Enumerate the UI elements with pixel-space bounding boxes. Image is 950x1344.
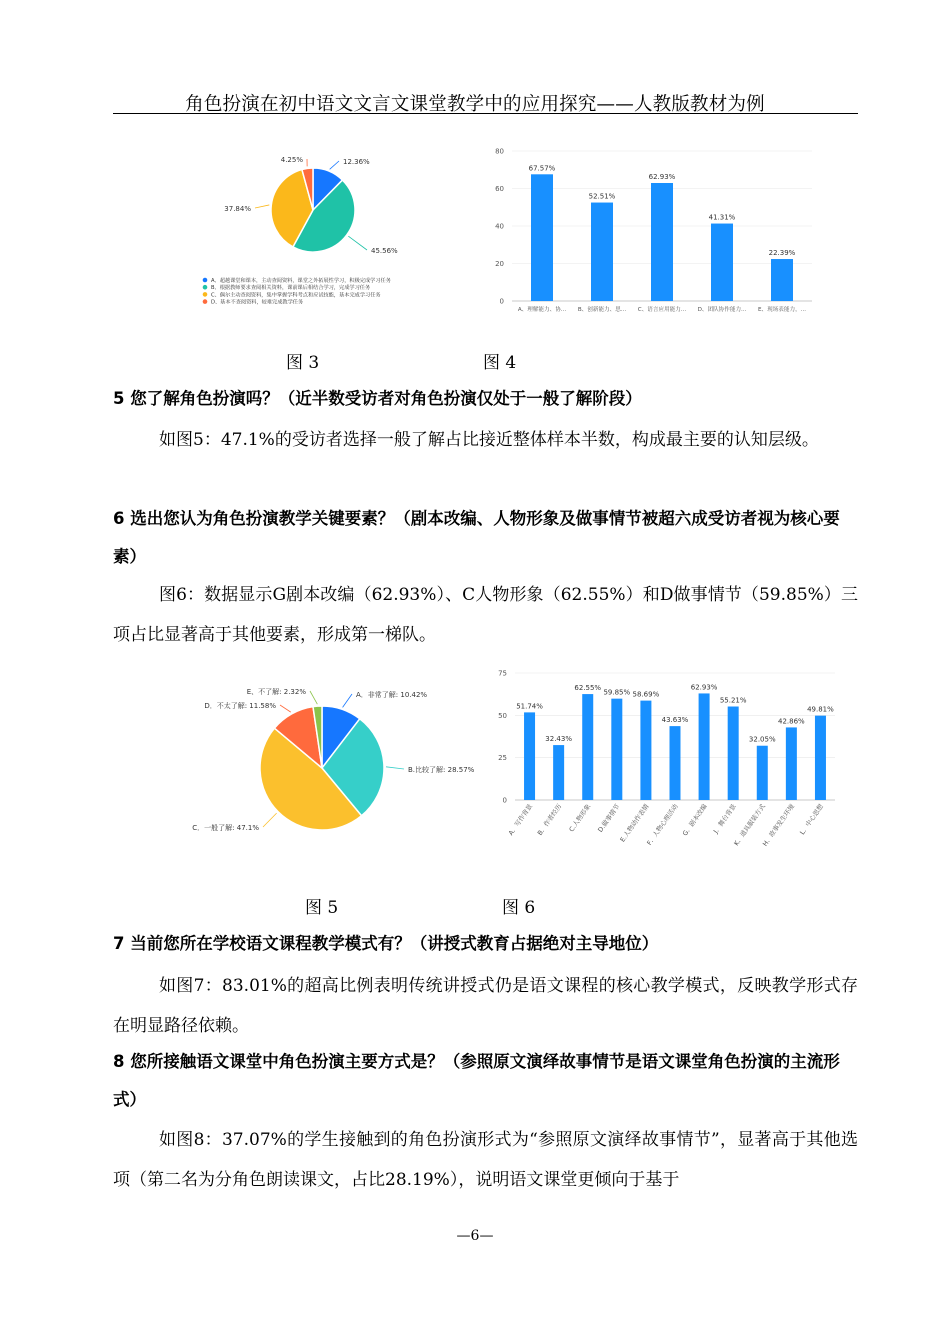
figure-6-bar-chart: [495, 665, 835, 850]
y-tick-label-0: 0: [499, 297, 504, 306]
figure-5-caption: 图 5: [305, 898, 339, 918]
bar-value-label-3: 41.31%: [708, 213, 736, 222]
bar-2: [651, 183, 673, 301]
page-number: —6—: [456, 1228, 494, 1244]
bar-3: [611, 699, 622, 800]
figure-4-caption: 图 4: [483, 353, 517, 373]
x-category-label-4: E.人物动作表情: [618, 802, 651, 844]
bar-value-label-4: 22.39%: [768, 249, 796, 258]
running-header: 角色扮演在初中语文文言文课堂教学中的应用探究——人教版教材为例: [185, 94, 765, 115]
q7-paragraph: 如图7：83.01%的超高比例表明传统讲授式仍是语文课程的核心教学模式，反映教学形式存在明显路径依赖。: [113, 976, 858, 1036]
pie-leader-2: [255, 205, 269, 208]
pie-leader-0: [330, 161, 339, 169]
bar-value-label-3: 59.85%: [603, 688, 631, 697]
figure-3-pie-chart: [195, 140, 455, 320]
legend-label-2: C、偶尔主动查阅资料，集中掌握学科考点和应试技能，基本完成学习任务: [211, 292, 381, 299]
pie-value-label-2: C．一般了解: 47.1%: [192, 824, 259, 832]
x-category-label-10: L．中心思想: [798, 802, 826, 837]
x-category-label-2: C.人物形象: [567, 802, 593, 834]
figure-5-pie-chart: [190, 680, 490, 840]
bar-value-label-5: 43.63%: [661, 716, 689, 725]
pie-leader-4: [310, 691, 317, 704]
bar-10: [815, 716, 826, 800]
q7-heading: 7 当前您所在学校语文课程教学模式有？（讲授式教育占据绝对主导地位）: [113, 934, 659, 953]
bar-value-label-0: 51.74%: [516, 702, 543, 711]
x-category-label-4: E、现场表能力，...: [757, 307, 807, 313]
bar-1: [553, 745, 564, 800]
bar-0: [524, 712, 535, 800]
x-category-label-9: H．故事发生环境: [761, 802, 797, 848]
x-category-label-3: D、团队协作能力...: [697, 307, 747, 313]
bar-9: [786, 727, 797, 800]
figure-6-caption: 图 6: [502, 898, 536, 918]
bar-3: [711, 224, 733, 301]
bar-value-label-1: 32.43%: [545, 735, 572, 744]
x-category-label-0: A．写作背景: [506, 802, 535, 837]
bar-value-label-7: 55.21%: [719, 696, 747, 705]
pie-value-label-3: 4.25%: [280, 156, 303, 164]
q8-heading: 8 您所接触语文课堂中角色扮演主要方式是？（参照原文演绎故事情节是语文课堂角色扮演的主流形式）: [113, 1052, 840, 1109]
bar-value-label-2: 62.93%: [648, 173, 676, 182]
figure-4-bar-chart: [490, 143, 820, 323]
x-category-label-1: B、创新能力、思...: [577, 307, 627, 313]
q6-paragraph: 图6：数据显示G剧本改编（62.93%）、C人物形象（62.55%）和D做事情节（59.85%）三项占比显著高于其他要素，形成第一梯队。: [113, 585, 858, 645]
fig6-axis: [498, 670, 835, 848]
bar-5: [670, 726, 681, 800]
bar-value-label-0: 67.57%: [528, 164, 556, 173]
pie-leader-1: [348, 236, 367, 250]
q8-paragraph: 如图8：37.07%的学生接触到的角色扮演形式为“参照原文演绎故事情节”，显著高于其他选项（第二名为分角色朗读课文，占比28.19%），说明语文课堂更倾向于基于: [113, 1130, 858, 1190]
pie-leader-3: [280, 705, 291, 712]
y-tick-label-3: 60: [495, 185, 504, 193]
fig3-slices: [271, 168, 355, 252]
x-category-label-8: K．道具服装方式: [732, 802, 767, 848]
q5-paragraph: 如图5：47.1%的受访者选择一般了解占比接近整体样本半数，构成最主要的认知层级。: [159, 430, 819, 450]
pie-value-label-1: 45.56%: [371, 247, 398, 255]
bar-0: [531, 174, 553, 301]
pie-value-label-0: 12.36%: [343, 158, 370, 166]
pie-leader-0: [343, 694, 352, 707]
pie-value-label-0: A．非常了解: 10.42%: [356, 691, 428, 699]
fig5-slices: [260, 706, 384, 830]
y-tick-label-2: 40: [495, 222, 504, 231]
bar-value-label-2: 62.55%: [574, 684, 602, 693]
pie-leader-2: [263, 813, 277, 827]
legend-label-0: A、超越课堂和课本，主动查阅资料，课堂之外拓展性学习，积极完成学习任务: [211, 278, 391, 284]
pie-value-label-1: B.比较了解: 28.57%: [408, 766, 475, 774]
x-category-label-1: B．作者经历: [535, 802, 564, 837]
bar-6: [699, 693, 710, 800]
x-category-label-5: F．人物心理活动: [645, 802, 680, 847]
header-rule: [113, 113, 858, 114]
fig3-legend: [203, 276, 392, 306]
y-tick-label-4: 80: [495, 147, 504, 156]
bar-4: [771, 259, 793, 301]
x-category-label-7: J．舞台背景: [711, 802, 738, 835]
pie-leader-1: [386, 767, 404, 769]
x-category-label-0: A、理解能力、协...: [517, 307, 567, 313]
y-tick-label-1: 20: [495, 260, 504, 268]
bar-value-label-6: 62.93%: [690, 683, 718, 692]
bar-4: [640, 701, 651, 800]
legend-label-3: D、基本不查阅资料，较难完成教学任务: [211, 299, 304, 306]
pie-value-label-2: 37.84%: [224, 205, 251, 213]
q5-heading: 5 您了解角色扮演吗？（近半数受访者对角色扮演仅处于一般了解阶段）: [113, 389, 642, 408]
bar-value-label-9: 42.86%: [778, 717, 805, 726]
legend-label-1: B、根据教师要求查阅相关资料，课前课后相结合学习，完成学习任务: [211, 285, 371, 292]
x-category-label-2: C、语言应用能力...: [637, 307, 687, 313]
bar-1: [591, 203, 613, 301]
bar-value-label-1: 52.51%: [588, 192, 616, 201]
bar-value-label-10: 49.81%: [807, 705, 834, 714]
x-category-label-6: G．剧本改编: [681, 802, 709, 838]
pie-value-label-3: D．不太了解: 11.58%: [204, 702, 276, 710]
bar-value-label-8: 32.05%: [748, 735, 776, 744]
y-tick-label-3: 75: [498, 669, 507, 678]
fig4-bars: [529, 164, 796, 301]
y-tick-label-0: 0: [502, 796, 507, 805]
legend-marker-0: [203, 278, 208, 283]
y-tick-label-1: 25: [498, 754, 507, 763]
legend-marker-2: [203, 292, 208, 297]
bar-value-label-4: 58.69%: [632, 690, 660, 699]
y-tick-label-2: 50: [498, 711, 507, 720]
figure-3-caption: 图 3: [286, 353, 320, 373]
q6-heading: 6 选出您认为角色扮演教学关键要素？（剧本改编、人物形象及做事情节被超六成受访者视为核心要素）: [113, 509, 840, 566]
x-category-label-3: D.做事情节: [596, 802, 622, 834]
bar-8: [757, 746, 768, 800]
bar-2: [582, 694, 593, 800]
pie-value-label-4: E、不了解: 2.32%: [246, 688, 306, 696]
bar-7: [728, 707, 739, 800]
fig6-bars: [516, 683, 834, 800]
legend-marker-1: [203, 285, 208, 290]
legend-marker-3: [203, 299, 208, 304]
